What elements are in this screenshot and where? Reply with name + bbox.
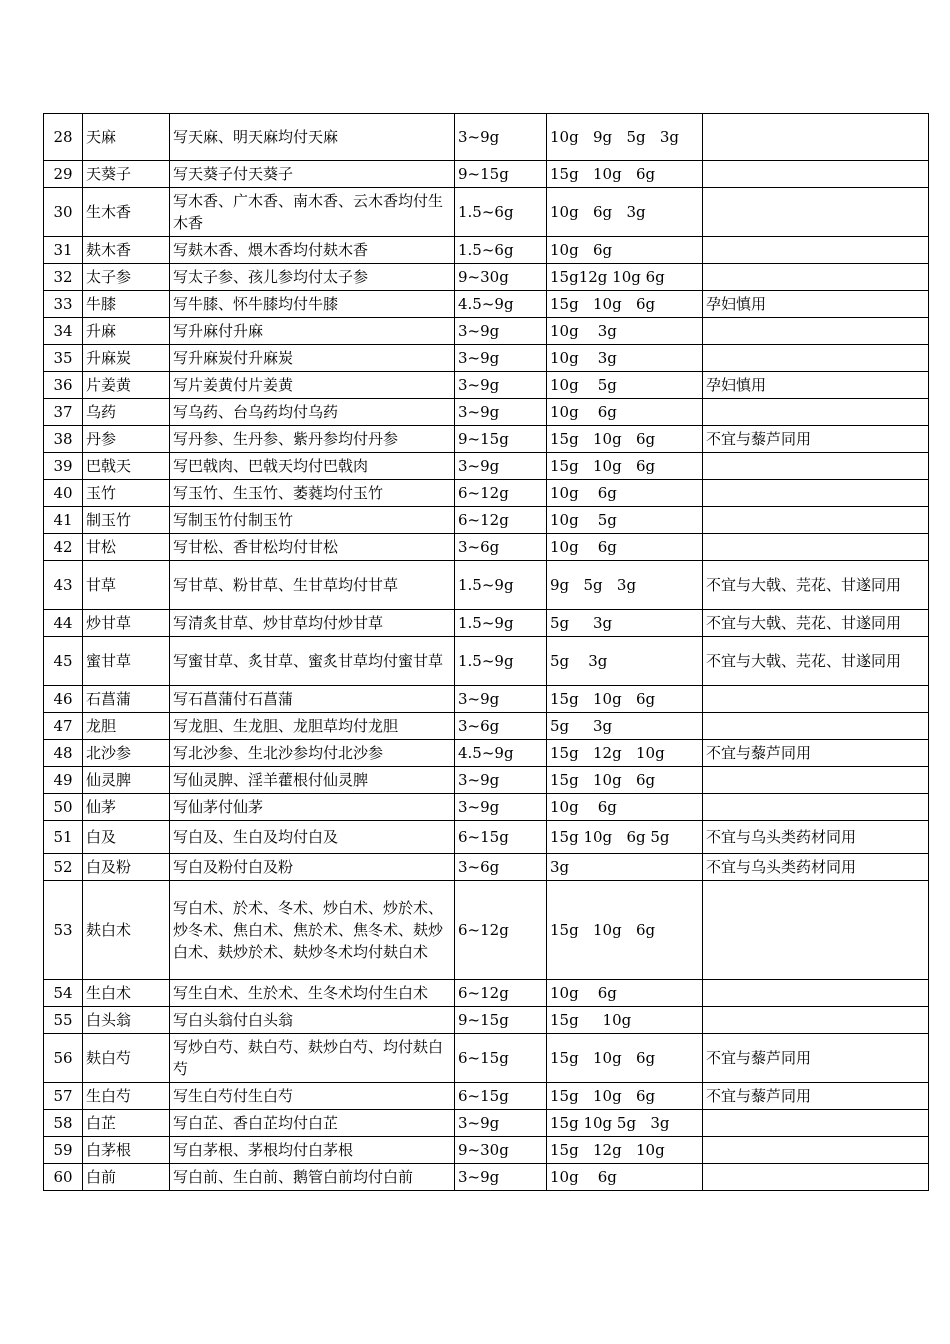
caution-note-cell	[703, 480, 929, 507]
caution-note-cell: 不宜与藜芦同用	[703, 426, 929, 453]
dose-options-cell: 15g 10g	[547, 1007, 703, 1034]
herb-name-cell: 麸木香	[83, 237, 170, 264]
prescription-rule-cell: 写升麻炭付升麻炭	[170, 345, 455, 372]
caution-note-cell	[703, 881, 929, 980]
prescription-rule-cell: 写太子参、孩儿参均付太子参	[170, 264, 455, 291]
dosage-range-cell: 1.5~6g	[455, 237, 547, 264]
caution-note-cell	[703, 507, 929, 534]
prescription-rule-cell: 写清炙甘草、炒甘草均付炒甘草	[170, 610, 455, 637]
table-row	[44, 713, 929, 740]
row-number-cell: 60	[44, 1164, 83, 1191]
row-number-cell: 45	[44, 637, 83, 686]
dose-options-cell: 15g 10g 6g	[547, 291, 703, 318]
caution-note-cell	[703, 188, 929, 237]
dose-options-cell: 15g 12g 10g	[547, 1137, 703, 1164]
herb-name-cell: 麸白术	[83, 881, 170, 980]
dose-options-cell: 15g 10g 6g	[547, 767, 703, 794]
dosage-range-cell: 9~15g	[455, 161, 547, 188]
row-number-cell: 54	[44, 980, 83, 1007]
table-row	[44, 372, 929, 399]
caution-note-cell	[703, 1110, 929, 1137]
dosage-range-cell: 3~9g	[455, 114, 547, 161]
prescription-rule-cell: 写仙灵脾、淫羊藿根付仙灵脾	[170, 767, 455, 794]
herb-name-cell: 麸白芍	[83, 1034, 170, 1083]
dose-options-cell: 15g 10g 6g	[547, 1083, 703, 1110]
caution-note-cell	[703, 686, 929, 713]
dose-options-cell: 5g 3g	[547, 637, 703, 686]
caution-note-cell: 不宜与乌头类药材同用	[703, 854, 929, 881]
caution-note-cell	[703, 345, 929, 372]
table-row	[44, 821, 929, 854]
dose-options-cell: 10g 5g	[547, 507, 703, 534]
caution-note-cell: 不宜与大戟、芫花、甘遂同用	[703, 561, 929, 610]
table-row	[44, 561, 929, 610]
herb-name-cell: 白茅根	[83, 1137, 170, 1164]
dose-options-cell: 15g 10g 6g	[547, 161, 703, 188]
dosage-range-cell: 6~15g	[455, 821, 547, 854]
dosage-range-cell: 4.5~9g	[455, 291, 547, 318]
caution-note-cell	[703, 1007, 929, 1034]
herb-name-cell: 仙茅	[83, 794, 170, 821]
dose-options-cell: 15g 12g 10g	[547, 740, 703, 767]
dosage-range-cell: 6~12g	[455, 980, 547, 1007]
dosage-range-cell: 3~9g	[455, 453, 547, 480]
prescription-rule-cell: 写仙茅付仙茅	[170, 794, 455, 821]
prescription-rule-cell: 写甘草、粉甘草、生甘草均付甘草	[170, 561, 455, 610]
table-row	[44, 237, 929, 264]
row-number-cell: 55	[44, 1007, 83, 1034]
dosage-range-cell: 1.5~6g	[455, 188, 547, 237]
table-row	[44, 399, 929, 426]
dosage-range-cell: 3~6g	[455, 713, 547, 740]
table-row	[44, 453, 929, 480]
herb-name-cell: 北沙参	[83, 740, 170, 767]
table-row	[44, 794, 929, 821]
table-row	[44, 161, 929, 188]
herb-name-cell: 巴戟天	[83, 453, 170, 480]
caution-note-cell	[703, 713, 929, 740]
dosage-range-cell: 1.5~9g	[455, 610, 547, 637]
herb-name-cell: 天葵子	[83, 161, 170, 188]
dose-options-cell: 10g 3g	[547, 318, 703, 345]
caution-note-cell: 不宜与乌头类药材同用	[703, 821, 929, 854]
table-row	[44, 1110, 929, 1137]
dosage-range-cell: 3~9g	[455, 318, 547, 345]
table-row	[44, 291, 929, 318]
row-number-cell: 37	[44, 399, 83, 426]
prescription-rule-cell: 写白茅根、茅根均付白茅根	[170, 1137, 455, 1164]
table-row	[44, 1137, 929, 1164]
table-row	[44, 480, 929, 507]
row-number-cell: 56	[44, 1034, 83, 1083]
table-row	[44, 264, 929, 291]
table-row	[44, 426, 929, 453]
row-number-cell: 58	[44, 1110, 83, 1137]
dosage-range-cell: 3~9g	[455, 345, 547, 372]
herb-name-cell: 生白术	[83, 980, 170, 1007]
caution-note-cell	[703, 794, 929, 821]
row-number-cell: 57	[44, 1083, 83, 1110]
dosage-range-cell: 9~15g	[455, 426, 547, 453]
prescription-rule-cell: 写天葵子付天葵子	[170, 161, 455, 188]
caution-note-cell	[703, 399, 929, 426]
table-row	[44, 534, 929, 561]
row-number-cell: 35	[44, 345, 83, 372]
dosage-range-cell: 3~9g	[455, 372, 547, 399]
row-number-cell: 52	[44, 854, 83, 881]
caution-note-cell: 不宜与藜芦同用	[703, 1083, 929, 1110]
herb-name-cell: 制玉竹	[83, 507, 170, 534]
dose-options-cell: 10g 6g	[547, 534, 703, 561]
row-number-cell: 46	[44, 686, 83, 713]
caution-note-cell	[703, 980, 929, 1007]
row-number-cell: 50	[44, 794, 83, 821]
row-number-cell: 53	[44, 881, 83, 980]
row-number-cell: 43	[44, 561, 83, 610]
table-row	[44, 637, 929, 686]
prescription-rule-cell: 写白及粉付白及粉	[170, 854, 455, 881]
caution-note-cell: 不宜与藜芦同用	[703, 1034, 929, 1083]
prescription-rule-cell: 写升麻付升麻	[170, 318, 455, 345]
herb-name-cell: 乌药	[83, 399, 170, 426]
dose-options-cell: 15g 10g 6g	[547, 1034, 703, 1083]
dose-options-cell: 10g 9g 5g 3g	[547, 114, 703, 161]
prescription-rule-cell: 写白头翁付白头翁	[170, 1007, 455, 1034]
prescription-rule-cell: 写龙胆、生龙胆、龙胆草均付龙胆	[170, 713, 455, 740]
dosage-range-cell: 6~12g	[455, 881, 547, 980]
dose-options-cell: 10g 5g	[547, 372, 703, 399]
caution-note-cell	[703, 237, 929, 264]
herb-name-cell: 升麻	[83, 318, 170, 345]
caution-note-cell: 不宜与大戟、芫花、甘遂同用	[703, 637, 929, 686]
caution-note-cell: 不宜与藜芦同用	[703, 740, 929, 767]
dosage-range-cell: 4.5~9g	[455, 740, 547, 767]
caution-note-cell	[703, 534, 929, 561]
dosage-range-cell: 9~30g	[455, 1137, 547, 1164]
herb-name-cell: 龙胆	[83, 713, 170, 740]
herb-name-cell: 片姜黄	[83, 372, 170, 399]
herb-name-cell: 蜜甘草	[83, 637, 170, 686]
row-number-cell: 47	[44, 713, 83, 740]
dose-options-cell: 10g 6g	[547, 480, 703, 507]
dose-options-cell: 10g 6g	[547, 237, 703, 264]
prescription-rule-cell: 写制玉竹付制玉竹	[170, 507, 455, 534]
prescription-rule-cell: 写生白芍付生白芍	[170, 1083, 455, 1110]
herb-name-cell: 升麻炭	[83, 345, 170, 372]
dosage-range-cell: 3~9g	[455, 794, 547, 821]
row-number-cell: 34	[44, 318, 83, 345]
herb-name-cell: 白芷	[83, 1110, 170, 1137]
herb-name-cell: 太子参	[83, 264, 170, 291]
dosage-range-cell: 3~9g	[455, 399, 547, 426]
row-number-cell: 41	[44, 507, 83, 534]
table-row	[44, 188, 929, 237]
prescription-rule-cell: 写北沙参、生北沙参均付北沙参	[170, 740, 455, 767]
table-row	[44, 610, 929, 637]
table-row	[44, 854, 929, 881]
dose-options-cell: 10g 6g	[547, 399, 703, 426]
dose-options-cell: 15g 10g 6g	[547, 453, 703, 480]
herb-name-cell: 白前	[83, 1164, 170, 1191]
row-number-cell: 28	[44, 114, 83, 161]
herb-name-cell: 牛膝	[83, 291, 170, 318]
dosage-range-cell: 1.5~9g	[455, 561, 547, 610]
table-row	[44, 740, 929, 767]
row-number-cell: 38	[44, 426, 83, 453]
table-row	[44, 980, 929, 1007]
prescription-rule-cell: 写炒白芍、麸白芍、麸炒白芍、均付麸白芍	[170, 1034, 455, 1083]
prescription-rule-cell: 写木香、广木香、南木香、云木香均付生木香	[170, 188, 455, 237]
herb-name-cell: 天麻	[83, 114, 170, 161]
prescription-rule-cell: 写蜜甘草、炙甘草、蜜炙甘草均付蜜甘草	[170, 637, 455, 686]
herb-name-cell: 石菖蒲	[83, 686, 170, 713]
caution-note-cell	[703, 1137, 929, 1164]
table-row	[44, 1034, 929, 1083]
dosage-range-cell: 3~9g	[455, 1164, 547, 1191]
dosage-range-cell: 9~30g	[455, 264, 547, 291]
dose-options-cell: 15g 10g 6g	[547, 426, 703, 453]
prescription-rule-cell: 写白芷、香白芷均付白芷	[170, 1110, 455, 1137]
dose-options-cell: 10g 6g	[547, 1164, 703, 1191]
dosage-range-cell: 6~15g	[455, 1083, 547, 1110]
prescription-rule-cell: 写牛膝、怀牛膝均付牛膝	[170, 291, 455, 318]
herb-name-cell: 炒甘草	[83, 610, 170, 637]
caution-note-cell	[703, 1164, 929, 1191]
prescription-rule-cell: 写片姜黄付片姜黄	[170, 372, 455, 399]
row-number-cell: 33	[44, 291, 83, 318]
prescription-rule-cell: 写麸木香、煨木香均付麸木香	[170, 237, 455, 264]
row-number-cell: 31	[44, 237, 83, 264]
dosage-range-cell: 3~9g	[455, 767, 547, 794]
caution-note-cell	[703, 767, 929, 794]
dosage-range-cell: 3~9g	[455, 1110, 547, 1137]
caution-note-cell	[703, 453, 929, 480]
dose-options-cell: 3g	[547, 854, 703, 881]
dosage-range-cell: 3~6g	[455, 534, 547, 561]
herb-name-cell: 白及粉	[83, 854, 170, 881]
caution-note-cell	[703, 161, 929, 188]
dosage-range-cell: 1.5~9g	[455, 637, 547, 686]
table-row	[44, 114, 929, 161]
herb-name-cell: 甘松	[83, 534, 170, 561]
prescription-rule-cell: 写白及、生白及均付白及	[170, 821, 455, 854]
row-number-cell: 59	[44, 1137, 83, 1164]
table-row	[44, 318, 929, 345]
dosage-range-cell: 3~6g	[455, 854, 547, 881]
table-row	[44, 686, 929, 713]
dosage-range-cell: 6~12g	[455, 480, 547, 507]
row-number-cell: 51	[44, 821, 83, 854]
dose-options-cell: 15g 10g 6g	[547, 881, 703, 980]
row-number-cell: 29	[44, 161, 83, 188]
row-number-cell: 49	[44, 767, 83, 794]
table-row	[44, 767, 929, 794]
caution-note-cell: 不宜与大戟、芫花、甘遂同用	[703, 610, 929, 637]
prescription-rule-cell: 写玉竹、生玉竹、萎蕤均付玉竹	[170, 480, 455, 507]
row-number-cell: 36	[44, 372, 83, 399]
prescription-rule-cell: 写乌药、台乌药均付乌药	[170, 399, 455, 426]
dosage-range-cell: 6~15g	[455, 1034, 547, 1083]
dose-options-cell: 9g 5g 3g	[547, 561, 703, 610]
dose-options-cell: 5g 3g	[547, 610, 703, 637]
row-number-cell: 48	[44, 740, 83, 767]
prescription-rule-cell: 写石菖蒲付石菖蒲	[170, 686, 455, 713]
caution-note-cell: 孕妇慎用	[703, 291, 929, 318]
table-row	[44, 881, 929, 980]
table-row	[44, 1083, 929, 1110]
table-row	[44, 1164, 929, 1191]
row-number-cell: 40	[44, 480, 83, 507]
prescription-rule-cell: 写甘松、香甘松均付甘松	[170, 534, 455, 561]
prescription-rule-cell: 写天麻、明天麻均付天麻	[170, 114, 455, 161]
caution-note-cell	[703, 318, 929, 345]
dosage-range-cell: 9~15g	[455, 1007, 547, 1034]
row-number-cell: 32	[44, 264, 83, 291]
herb-name-cell: 生白芍	[83, 1083, 170, 1110]
dose-options-cell: 5g 3g	[547, 713, 703, 740]
herb-name-cell: 白及	[83, 821, 170, 854]
herb-name-cell: 仙灵脾	[83, 767, 170, 794]
herb-name-cell: 丹参	[83, 426, 170, 453]
dosage-range-cell: 3~9g	[455, 686, 547, 713]
dose-options-cell: 10g 6g	[547, 980, 703, 1007]
dose-options-cell: 10g 6g 3g	[547, 188, 703, 237]
prescription-rule-cell: 写白术、於术、冬术、炒白术、炒於术、炒冬术、焦白术、焦於术、焦冬术、麸炒白术、麸炒於术、麸炒冬术均付麸白术	[170, 881, 455, 980]
dose-options-cell: 10g 3g	[547, 345, 703, 372]
herb-dosage-table	[43, 113, 929, 1191]
herb-name-cell: 白头翁	[83, 1007, 170, 1034]
caution-note-cell: 孕妇慎用	[703, 372, 929, 399]
table-row	[44, 345, 929, 372]
row-number-cell: 30	[44, 188, 83, 237]
herb-name-cell: 生木香	[83, 188, 170, 237]
caution-note-cell	[703, 264, 929, 291]
herb-name-cell: 甘草	[83, 561, 170, 610]
prescription-rule-cell: 写巴戟肉、巴戟天均付巴戟肉	[170, 453, 455, 480]
dose-options-cell: 10g 6g	[547, 794, 703, 821]
row-number-cell: 39	[44, 453, 83, 480]
prescription-rule-cell: 写生白术、生於术、生冬术均付生白术	[170, 980, 455, 1007]
dose-options-cell: 15g 10g 5g 3g	[547, 1110, 703, 1137]
dose-options-cell: 15g12g 10g 6g	[547, 264, 703, 291]
table-row	[44, 507, 929, 534]
herb-name-cell: 玉竹	[83, 480, 170, 507]
prescription-rule-cell: 写白前、生白前、鹅管白前均付白前	[170, 1164, 455, 1191]
dosage-range-cell: 6~12g	[455, 507, 547, 534]
row-number-cell: 44	[44, 610, 83, 637]
row-number-cell: 42	[44, 534, 83, 561]
dose-options-cell: 15g 10g 6g	[547, 686, 703, 713]
prescription-rule-cell: 写丹参、生丹参、紫丹参均付丹参	[170, 426, 455, 453]
dose-options-cell: 15g 10g 6g 5g	[547, 821, 703, 854]
table-row	[44, 1007, 929, 1034]
caution-note-cell	[703, 114, 929, 161]
